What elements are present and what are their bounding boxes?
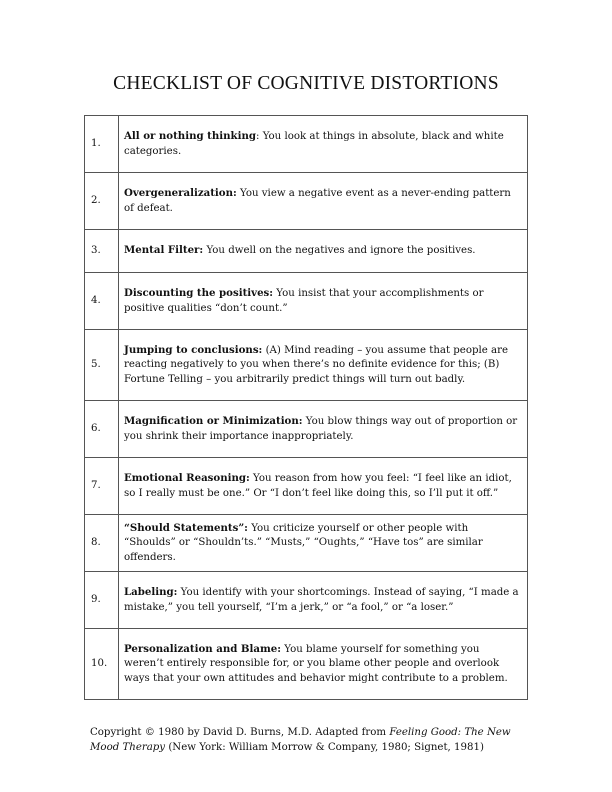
item-text: You reason from how you feel: “I feel like an idiot, so I really must be one.” Or “I don’t feel like doing this, so I’ll put it off.” <box>124 473 512 499</box>
item-description <box>119 230 528 273</box>
table-row <box>85 173 528 230</box>
item-term: All or nothing thinking <box>124 130 257 143</box>
table-row <box>85 116 528 173</box>
item-term: Personalization and Blame: <box>124 643 282 656</box>
item-term: Overgeneralization: <box>124 187 237 200</box>
item-description <box>119 116 528 173</box>
item-text: You criticize yourself or other people with “Shoulds” or “Shouldn’ts.” “Musts,” “Oughts,” “Have tos” are similar offenders. <box>124 523 483 563</box>
item-separator: : <box>256 131 263 143</box>
item-description <box>119 173 528 230</box>
item-number: 10. <box>85 629 119 700</box>
item-text: (A) Mind reading – you assume that people are reacting negatively to you when there’s no definite evidence for this; (B) Fortune Telling – you arbitrarily predict things will turn out badly. <box>124 345 508 385</box>
footer-book-title: Feeling Good: The New Mood Therapy <box>90 727 511 753</box>
distortions-table <box>84 115 528 700</box>
item-text: You insist that your accomplishments or positive qualities “don’t count.” <box>124 288 484 314</box>
footer-suffix: (New York: William Morrow & Company, 1980; Signet, 1981) <box>165 742 484 753</box>
table-row <box>85 629 528 700</box>
item-description <box>119 330 528 401</box>
item-text: You dwell on the negatives and ignore the positives. <box>206 245 476 257</box>
table-row <box>85 330 528 401</box>
item-term: Discounting the positives: <box>124 287 274 300</box>
item-description <box>119 572 528 629</box>
table-row <box>85 273 528 330</box>
table-row <box>85 401 528 458</box>
copyright-footer <box>90 725 530 755</box>
item-term: Emotional Reasoning: <box>124 472 250 485</box>
item-term: Magnification or Minimization: <box>124 415 303 428</box>
table-row <box>85 458 528 515</box>
page-title: CHECKLIST OF COGNITIVE DISTORTIONS <box>113 73 499 94</box>
item-description <box>119 401 528 458</box>
item-term: Labeling: <box>124 586 178 599</box>
item-text: You look at things in absolute, black and white categories. <box>124 131 504 157</box>
item-term: Jumping to conclusions: <box>124 344 263 357</box>
item-term: “Should Statements”: <box>124 522 248 535</box>
item-text: You blame yourself for something you weren’t entirely responsible for, or you blame other people and overlook ways that your own attitudes and behavior might contribute to a problem. <box>124 644 508 684</box>
item-number: 1. <box>85 116 119 173</box>
table-row <box>85 515 528 572</box>
table-row <box>85 572 528 629</box>
item-number: 6. <box>85 401 119 458</box>
item-description <box>119 273 528 330</box>
item-number: 4. <box>85 273 119 330</box>
item-number: 9. <box>85 572 119 629</box>
item-text: You identify with your shortcomings. Instead of saying, “I made a mistake,” you tell yourself, “I’m a jerk,” or “a fool,” or “a loser.” <box>124 587 519 613</box>
item-number: 7. <box>85 458 119 515</box>
item-text: You blow things way out of proportion or you shrink their importance inappropriately. <box>124 416 518 442</box>
item-text: You view a negative event as a never-ending pattern of defeat. <box>124 188 511 214</box>
item-description <box>119 629 528 700</box>
item-number: 5. <box>85 330 119 401</box>
footer-prefix: Copyright © 1980 by David D. Burns, M.D. Adapted from <box>90 727 390 738</box>
item-term: Mental Filter: <box>124 244 204 257</box>
item-description <box>119 515 528 572</box>
item-number: 3. <box>85 230 119 273</box>
item-description <box>119 458 528 515</box>
item-number: 8. <box>85 515 119 572</box>
item-number: 2. <box>85 173 119 230</box>
table-row <box>85 230 528 273</box>
